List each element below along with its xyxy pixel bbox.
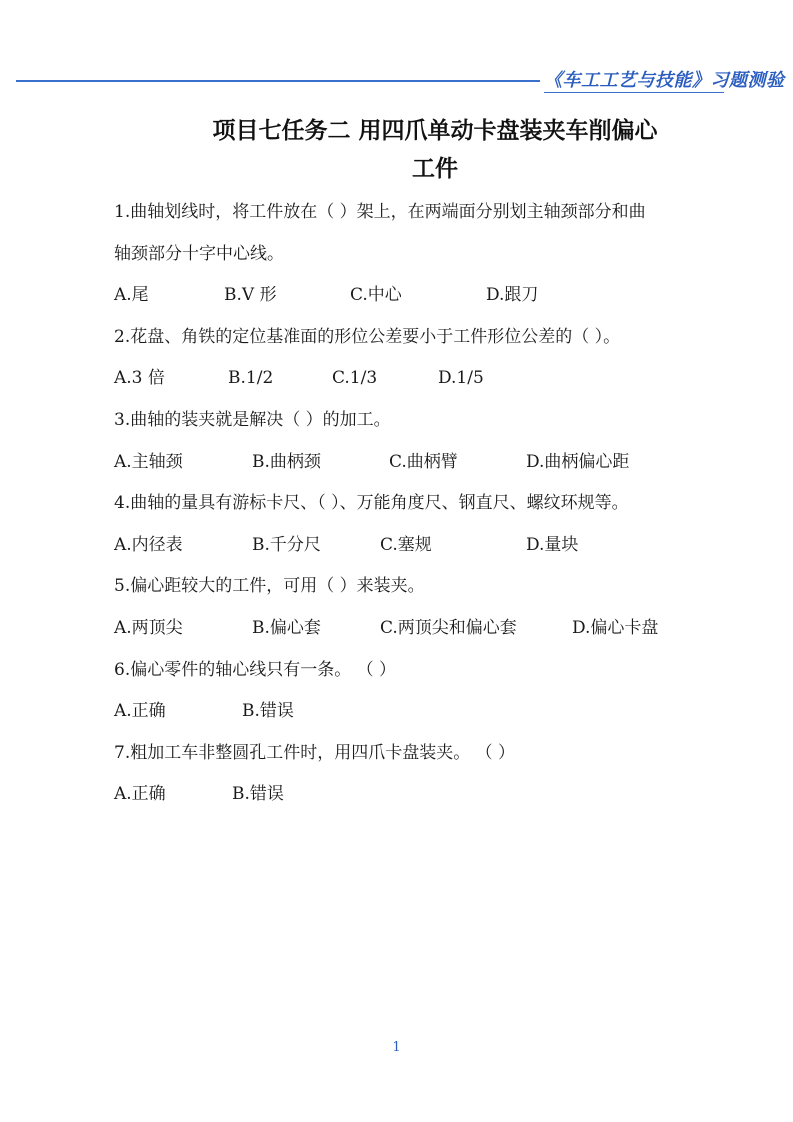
page-title-line-2: 工件	[412, 156, 458, 182]
option-b: B.千分尺	[252, 534, 321, 555]
option-b: B.错误	[242, 701, 294, 722]
question-2-stem: 2.花盘、角铁的定位基准面的形位公差要小于工件形位公差的（ ）。	[114, 326, 621, 347]
option-d: D.量块	[526, 534, 579, 555]
question-5-options	[114, 614, 714, 656]
question-3-options	[114, 448, 714, 490]
option-d: D.1/5	[438, 368, 484, 389]
option-d: D.曲柄偏心距	[526, 451, 630, 472]
header-title: 《车工工艺与技能》习题测验	[544, 70, 785, 91]
question-4-options	[114, 531, 714, 573]
option-c: C.1/3	[332, 368, 378, 389]
question-5-stem: 5.偏心距较大的工件，可用（ ）来装夹。	[114, 576, 425, 597]
header-title-underline	[544, 92, 724, 93]
option-a: A.主轴颈	[114, 451, 183, 472]
option-a: A.两顶尖	[114, 617, 183, 638]
question-1-stem-line-2: 轴颈部分十字中心线。	[114, 243, 284, 264]
header-rule	[16, 80, 540, 82]
option-a: A.正确	[114, 701, 166, 722]
option-b: B.错误	[232, 784, 284, 805]
option-a: A.尾	[114, 285, 149, 306]
question-3-stem: 3.曲轴的装夹就是解决（ ）的加工。	[114, 409, 391, 430]
question-6-stem: 6.偏心零件的轴心线只有一条。 （ ）	[114, 659, 397, 680]
question-2-options	[114, 364, 714, 406]
option-b: B.1/2	[228, 368, 274, 389]
option-b: B.曲柄颈	[252, 451, 321, 472]
question-7-options	[114, 780, 714, 822]
question-1-stem-line-1: 1.曲轴划线时，将工件放在（ ）架上，在两端面分别划主轴颈部分和曲	[114, 202, 646, 222]
page-number: 1	[392, 1040, 401, 1055]
option-c: C.塞规	[380, 534, 432, 555]
option-d: D.偏心卡盘	[572, 617, 659, 638]
option-a: A.3 倍	[114, 368, 165, 389]
option-b: B.V 形	[224, 285, 277, 306]
question-1-options	[114, 281, 714, 323]
page-title-line-1: 项目七任务二 用四爪单动卡盘装夹车削偏心	[212, 118, 658, 144]
option-c: C.两顶尖和偏心套	[380, 617, 517, 638]
option-b: B.偏心套	[252, 617, 321, 638]
question-7-stem: 7.粗加工车非整圆孔工件时，用四爪卡盘装夹。 （ ）	[114, 742, 516, 763]
option-c: C.中心	[350, 285, 402, 306]
question-list	[114, 198, 714, 822]
question-4-stem: 4.曲轴的量具有游标卡尺、（ ）、万能角度尺、钢直尺、螺纹环规等。	[114, 493, 629, 514]
option-a: A.正确	[114, 784, 166, 805]
page-title	[115, 112, 755, 188]
option-a: A.内径表	[114, 534, 183, 555]
option-d: D.跟刀	[486, 285, 539, 306]
question-6-options	[114, 697, 714, 739]
option-c: C.曲柄臂	[389, 451, 458, 472]
